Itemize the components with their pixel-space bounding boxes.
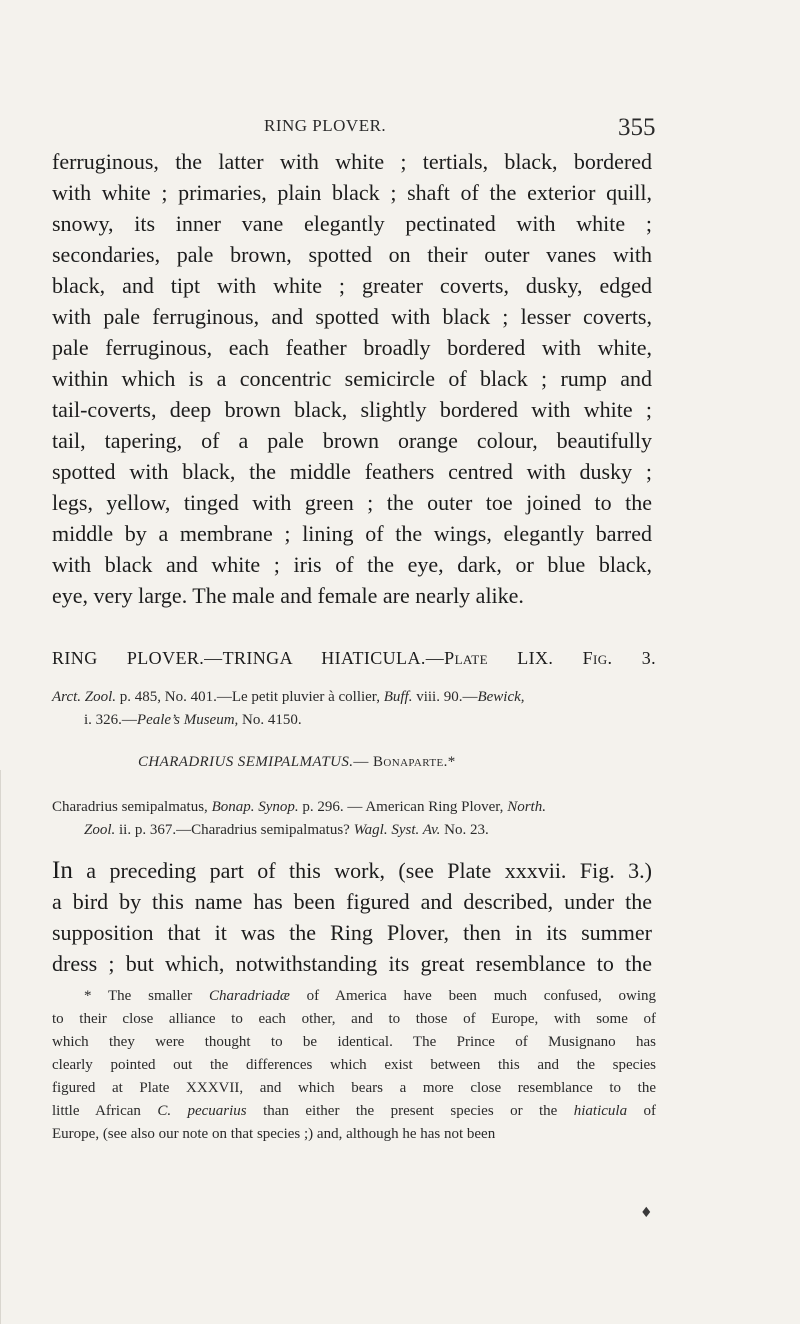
synonymy-line [52,796,656,819]
citation-italic: Arct. Zool. [52,689,117,705]
citation-italic: Buff. [383,689,413,705]
synonymy-line [52,709,656,732]
text-line: supposition that it was the Ring Plover, then in its summer [52,920,652,945]
footnote-italic: C. pecuarius [157,1103,247,1119]
synonymy-line [52,819,656,842]
footnote-text: than either the present species or the [246,1103,574,1119]
synonymy-block [52,686,656,732]
footnote-line: Europe, (see also our note on that species ;) and, although he has not been [52,1126,496,1142]
text-line [52,855,652,886]
signature-mark: ♦ [640,1205,653,1221]
footnote-text: of [627,1103,656,1119]
page-edge-line [0,770,1,1324]
running-head: RING PLOVER. [264,116,387,135]
footnote-line [52,985,656,1008]
text-line: with pale ferruginous, and spotted with black ; lesser coverts, [52,304,652,329]
citation-italic: Zool. [84,822,116,838]
citation-text: i. 326.— [84,712,137,728]
lead-word: In [52,857,73,884]
footnote-line: figured at Plate XXXVII, and which bears a more close resemblance to the [52,1080,656,1096]
text-line: with black and white ; iris of the eye, dark, or blue black, [52,552,652,577]
intro-paragraph [52,855,652,979]
text-line: middle by a membrane ; lining of the wings, elegantly barred [52,521,652,546]
citation-italic: North. [507,799,546,815]
citation-text: Charadrius semipalmatus, [52,799,212,815]
scientific-name [138,754,456,771]
synonymy-line [52,686,656,709]
description-paragraph [52,146,652,611]
footnote-line: clearly pointed out the differences which exist between this and the species [52,1057,656,1073]
text-line: eye, very large. The male and female are nearly alike. [52,583,524,608]
scientific-name-text: CHARADRIUS SEMIPALMATUS. [138,754,354,770]
citation-italic: Bewick, [477,689,525,705]
text-line: tail-coverts, deep brown black, slightly bordered with white ; [52,397,652,422]
citation-italic: Peale’s Museum, [136,712,239,728]
authority: — Bonaparte.* [353,754,456,770]
footnote-line [52,1100,656,1123]
footnote-italic: Charadriadæ [209,988,290,1004]
text-line: legs, yellow, tinged with green ; the outer toe joined to the [52,490,652,515]
footnote-line: to their close alliance to each other, and to those of Europe, with some of [52,1011,656,1027]
citation-text: p. 296. — American Ring Plover, [298,799,508,815]
citation-text: ii. p. 367.—Charadrius semipalmatus? [115,822,354,838]
text-line: within which is a concentric semicircle of black ; rump and [52,366,652,391]
plate-reference: Plate LIX. Fig. 3. [444,648,656,668]
synonymy-block-2 [52,796,656,842]
line-text: a preceding part of this work, (see Plate xxxvii. Fig. 3.) [72,858,652,883]
footnote-text: of America have been much confused, owing [289,988,656,1004]
footnote-italic: hiaticula [573,1103,628,1119]
text-line: a bird by this name has been figured and described, under the [52,889,652,914]
citation-text: No. 4150. [238,712,302,728]
footnote [52,985,656,1146]
citation-text: viii. 90.— [412,689,478,705]
text-line: tail, tapering, of a pale brown orange colour, beautifully [52,428,652,453]
citation-italic: Wagl. Syst. Av. [353,822,441,838]
text-line: secondaries, pale brown, spotted on their outer vanes with [52,242,652,267]
species-heading [52,648,656,669]
footnote-text: little African [52,1103,158,1119]
footnote-text: * The smaller [84,988,210,1004]
text-line: dress ; but which, notwithstanding its great resemblance to the [52,951,652,976]
footnote-line: which they were thought to be identical. The Prince of Musignano has [52,1034,656,1050]
citation-text: p. 485, No. 401.—Le petit pluvier à collier, [116,689,384,705]
text-line: ferruginous, the latter with white ; tertials, black, bordered [52,149,652,174]
citation-italic: Bonap. Synop. [211,799,299,815]
text-line: pale ferruginous, each feather broadly bordered with white, [52,335,652,360]
page-number: 355 [618,114,656,141]
text-line: snowy, its inner vane elegantly pectinated with white ; [52,211,652,236]
heading-title: RING PLOVER.—TRINGA HIATICULA.— [52,648,445,668]
text-line: with white ; primaries, plain black ; shaft of the exterior quill, [52,180,652,205]
text-line: spotted with black, the middle feathers centred with dusky ; [52,459,652,484]
text-line: black, and tipt with white ; greater coverts, dusky, edged [52,273,652,298]
citation-text: No. 23. [440,822,489,838]
